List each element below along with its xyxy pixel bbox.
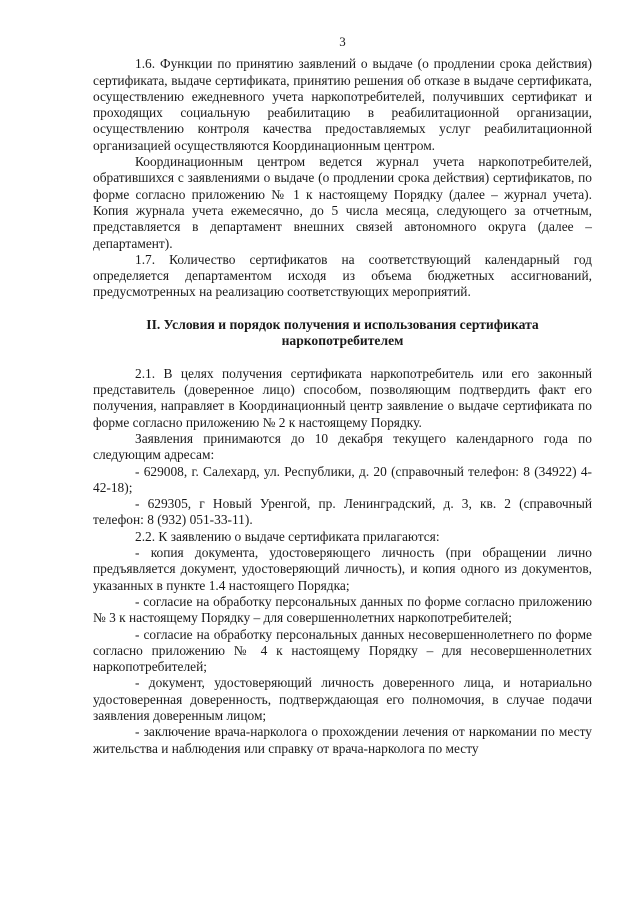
list-item-identity-copy: - копия документа, удостоверяющего личность (при обращении лично предъявляется документ, удостоверяющий личность), и копия одного из документов, указанных в пункте 1.4 настоящего Порядка; bbox=[93, 545, 592, 593]
list-item-consent-minor: - согласие на обработку персональных данных несовершеннолетнего по форме согласно приложению № 4 к настоящему Порядку – для несовершеннолетних наркопотребителей; bbox=[93, 626, 592, 675]
paragraph-2-1: 2.1. В целях получения сертификата наркопотребитель или его законный представитель (доверенное лицо) способом, позволяющим подтвердить факт его получения, направляет в Координационный центр заявление о выдаче сертификата по форме согласно приложению № 2 к настоящему Порядку. bbox=[93, 365, 592, 430]
paragraph-1-6: 1.6. Функции по принятию заявлений о выдаче (о продлении срока действия) сертификата, выдаче сертификата, принятию решения об отказе в выдаче сертификата, осуществлению ежедневного учета наркопотребителей, получивших сертификат и проходящих социальную реабилитацию в реабилитационной организации, осуществлению контроля качества предоставляемых услуг реабилитационной организацией осуществляются Координационным центром. bbox=[93, 56, 592, 153]
paragraph-journal: Координационным центром ведется журнал учета наркопотребителей, обратившихся с заявлениями о выдаче (о продлении срока действия) сертификатов, по форме согласно приложению № 1 к настоящему Порядку (далее – журнал учета). Копия журнала учета ежемесячно, до 5 числа месяца, следующего за отчетным, представляется в департамент внешних связей автономного округа (далее – департамент). bbox=[93, 154, 592, 251]
paragraph-applications: Заявления принимаются до 10 декабря текущего календарного года по следующим адресам: bbox=[93, 430, 592, 463]
list-item-proxy-document: - документ, удостоверяющий личность доверенного лица, и нотариально удостоверенная доверенность, подтверждающая его полномочия, в случае подачи заявления доверенным лицом; bbox=[93, 675, 592, 723]
section-heading: II. Условия и порядок получения и использования сертификата наркопотребителем bbox=[146, 316, 539, 349]
list-item-consent-adult: - согласие на обработку персональных данных по форме согласно приложению № 3 к настоящему Порядку – для совершеннолетних наркопотребителей; bbox=[93, 593, 592, 626]
paragraph-1-7: 1.7. Количество сертификатов на соответствующий календарный год определяется департаментом исходя из объема бюджетных ассигнований, предусмотренных на реализацию соответствующих мероприятий. bbox=[93, 251, 592, 300]
address-novy-urengoy: - 629305, г Новый Уренгой, пр. Ленинградский, д. 3, кв. 2 (справочный телефон: 8 (932) 051-33-11). bbox=[93, 496, 592, 528]
address-salekhard: - 629008, г. Салехард, ул. Республики, д. 20 (справочный телефон: 8 (34922) 4-42-18); bbox=[93, 463, 592, 495]
page-number: 3 bbox=[339, 34, 346, 49]
list-item-narcologist-conclusion: - заключение врача-нарколога о прохождении лечения от наркомании по месту жительства и наблюдения или справку от врача-нарколога по месту bbox=[93, 724, 592, 756]
paragraph-2-2: 2.2. К заявлению о выдаче сертификата прилагаются: bbox=[135, 528, 440, 544]
